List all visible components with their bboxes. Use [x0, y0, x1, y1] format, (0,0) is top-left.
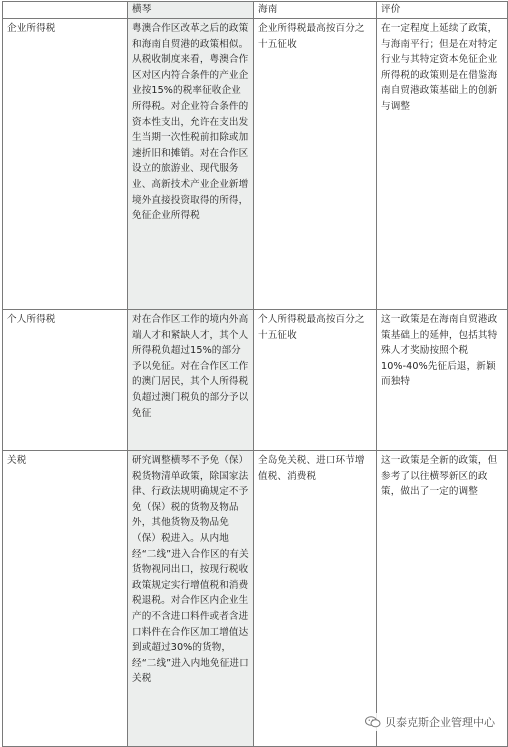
row-hengqin-cell: 对在合作区工作的境内外高端人才和紧缺人才，其个人所得税负超过15%的部分予以免征。对在合作区工作的澳门居民，其个人所得税负超过澳门税负的部分予以免征 — [128, 310, 254, 451]
row-evaluation-cell: 这一政策是全新的政策，但参考了以往横琴新区的政策，做出了一定的调整 — [377, 451, 508, 747]
table-row — [3, 310, 508, 451]
table-row — [3, 19, 508, 310]
row-hainan-cell: 个人所得税最高按百分之十五征收 — [254, 310, 377, 451]
watermark — [362, 713, 498, 731]
row-evaluation-cell: 这一政策是在海南自贸港政策基础上的延伸，包括其特殊人才奖励按照个税10%-40%先征后退，新颖而独特 — [377, 310, 508, 451]
watermark-text: 贝泰克斯企业管理中心 — [385, 716, 495, 729]
row-hengqin-cell: 粤澳合作区改革之后的政策和海南自贸港的政策相似。从税收制度来看，粤澳合作区对区内符合条件的产业企业按15%的税率征收企业所得税。对企业符合条件的资本性支出，允许在支出发生当期一次性税前扣除或加速折旧和摊销。对在合作区设立的旅游业、现代服务业、高新技术产业企业新增境外直接投资取得的所得，免征企业所得税 — [128, 19, 254, 310]
header-cell-empty — [3, 2, 128, 19]
row-category: 企业所得税 — [3, 19, 128, 310]
row-category: 关税 — [3, 451, 128, 747]
header-cell-hengqin: 横琴 — [128, 2, 254, 19]
comparison-table — [2, 1, 508, 747]
row-category: 个人所得税 — [3, 310, 128, 451]
table-header-row — [3, 2, 508, 19]
header-cell-hainan: 海南 — [254, 2, 377, 19]
header-cell-evaluation: 评价 — [377, 2, 508, 19]
row-hengqin-cell: 研究调整横琴不予免（保）税货物清单政策，除国家法律、行政法规明确规定不予免（保）税的货物及物品外，其他货物及物品免（保）税进入。从内地经“二线”进入合作区的有关货物视同出口，按现行税收政策规定实行增值税和消费税退税。对合作区内企业生产的不含进口料件或者含进口料件在合作区加工增值达到或超过30%的货物，经“二线”进入内地免征进口关税 — [128, 451, 254, 747]
table-row — [3, 451, 508, 747]
row-hainan-cell: 全岛免关税、进口环节增值税、消费税 — [254, 451, 377, 747]
row-hainan-cell: 企业所得税最高按百分之十五征收 — [254, 19, 377, 310]
wechat-icon — [365, 716, 381, 728]
row-evaluation-cell: 在一定程度上延续了政策，与海南平行；但是在对特定行业与其特定资本免征企业所得税的政策则是在借鉴海南自贸港政策基础上的创新与调整 — [377, 19, 508, 310]
